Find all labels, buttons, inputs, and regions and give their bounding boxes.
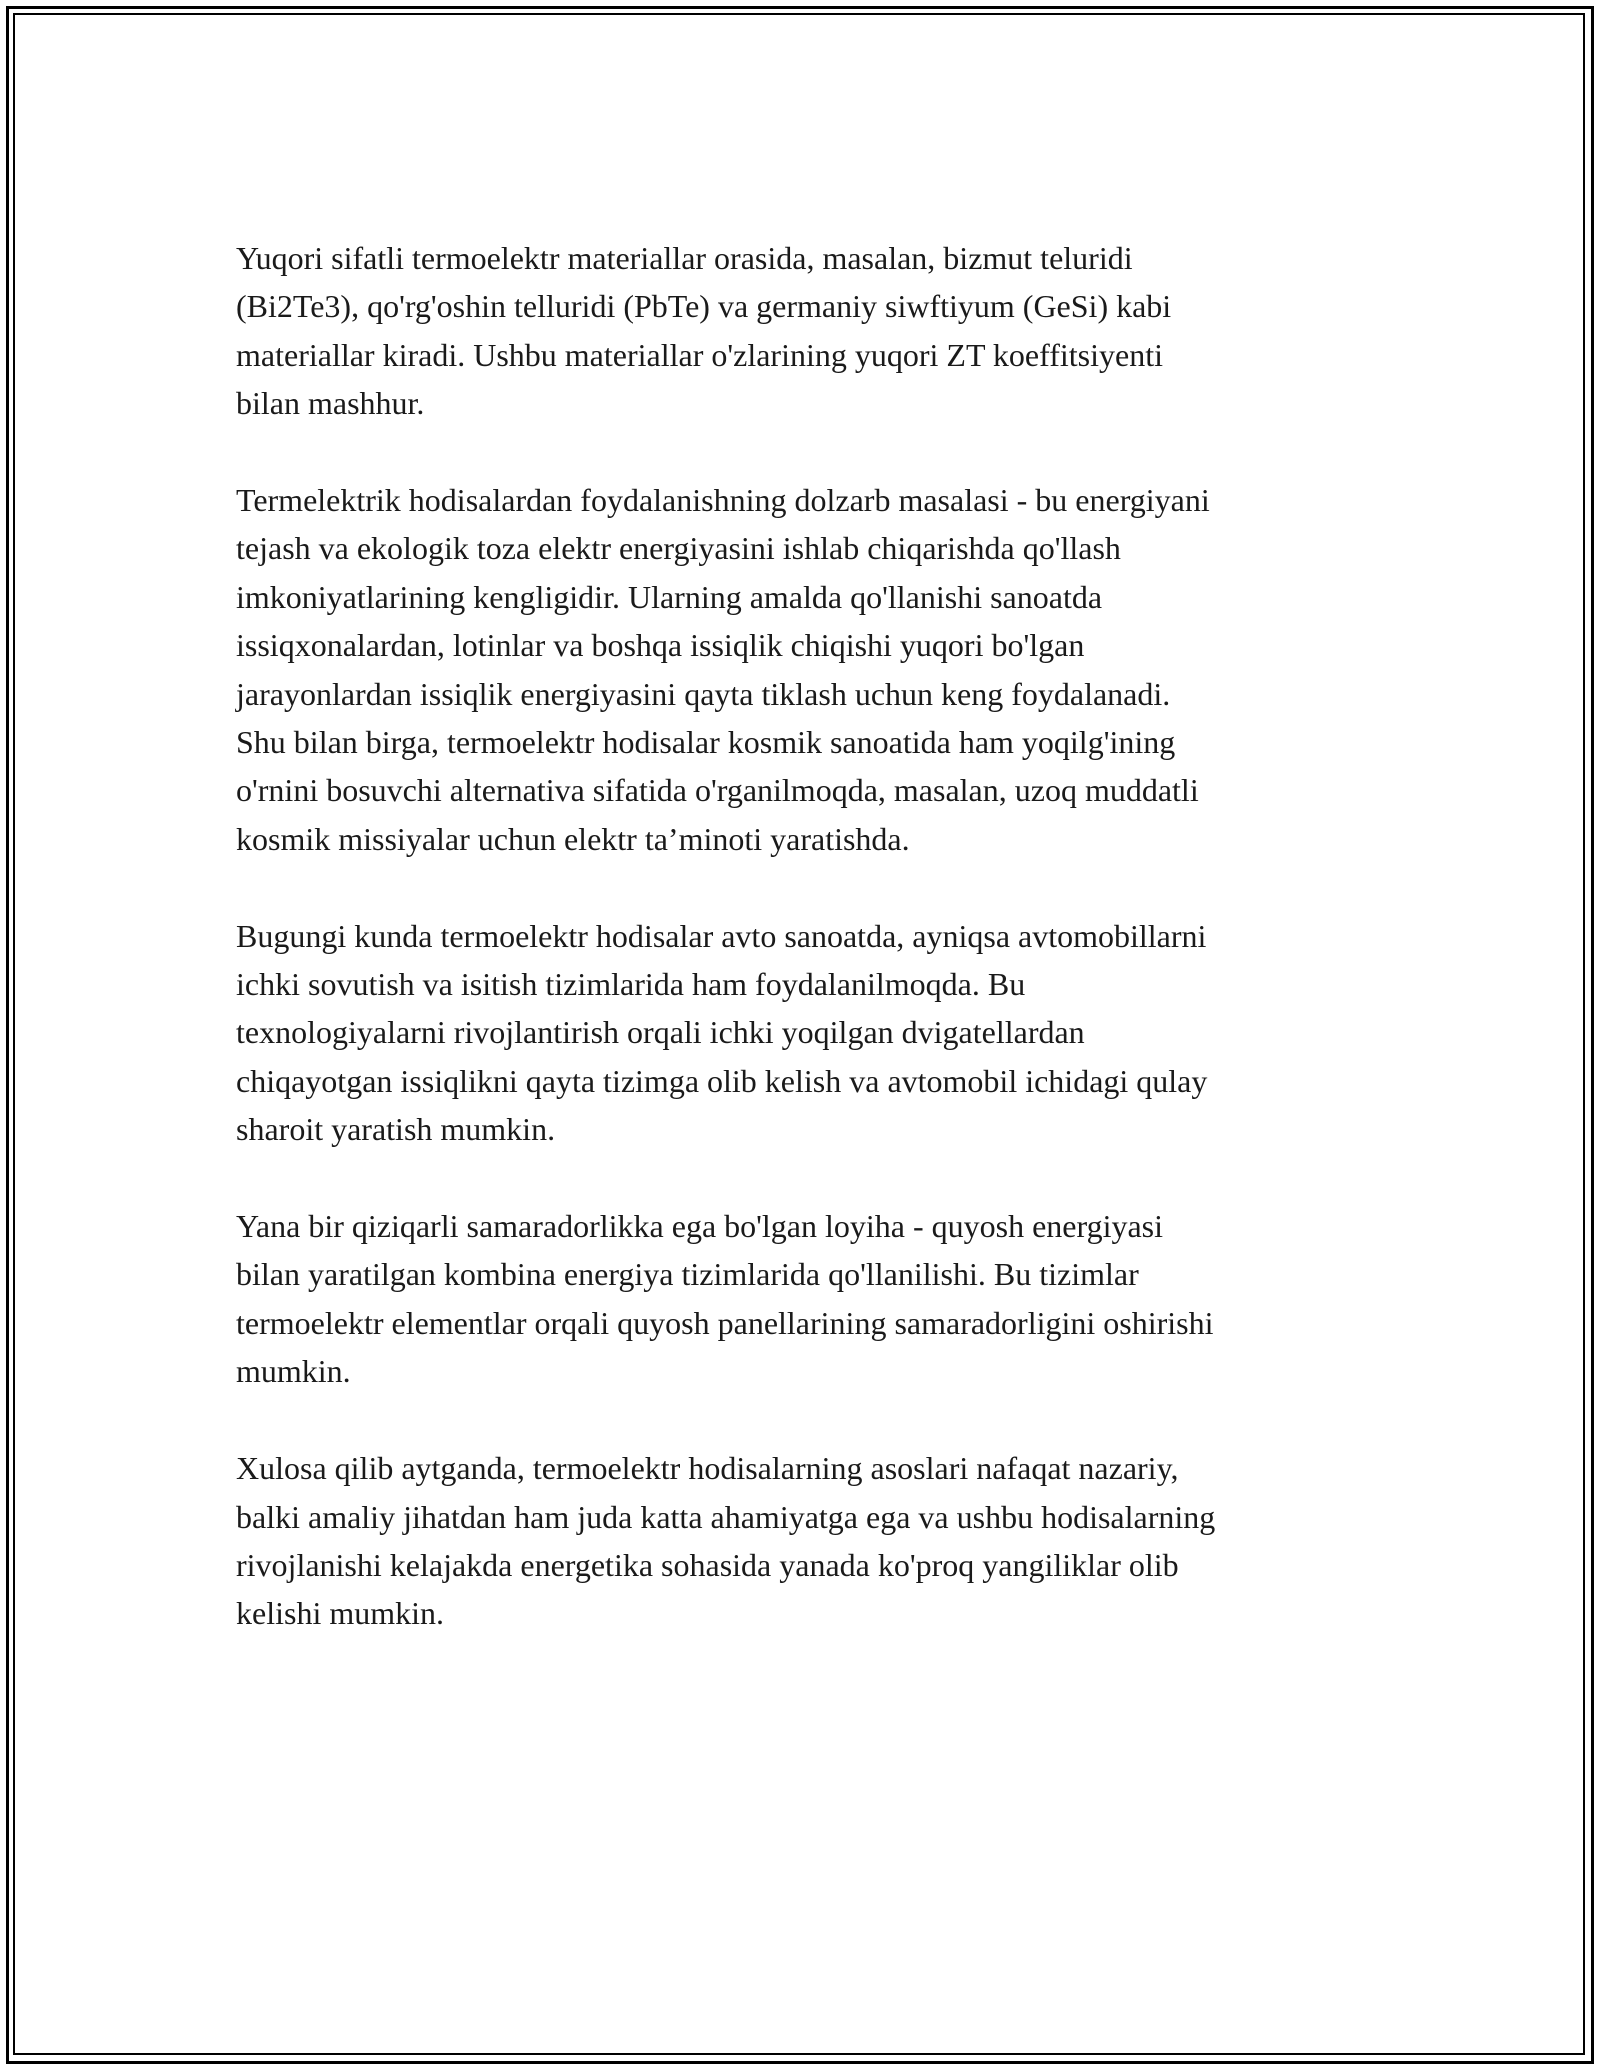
- text-line: (Bi2Te3), qo'rg'oshin telluridi (PbTe) va germaniy siwftiyum (GeSi) kabi: [236, 288, 1172, 325]
- text-line: o'rnini bosuvchi alternativa sifatida o'rganilmoqda, masalan, uzoq muddatli: [236, 772, 1199, 809]
- text-line: issiqxonalardan, lotinlar va boshqa issiqlik chiqishi yuqori bo'lgan: [236, 627, 1085, 664]
- text-line: imkoniyatlarining kengligidir. Ularning amalda qo'llanishi sanoatda: [236, 578, 1103, 615]
- text-line: Xulosa qilib aytganda, termoelektr hodisalarning asoslari nafaqat nazariy,: [236, 1450, 1179, 1487]
- paragraph-1: [236, 234, 1366, 428]
- text-line: texnologiyalarni rivojlantirish orqali ichki yoqilgan dvigatellardan: [236, 1014, 1085, 1051]
- text-line: Yuqori sifatli termoelektr materiallar orasida, masalan, bizmut teluridi: [236, 240, 1133, 276]
- text-line: rivojlanishi kelajakda energetika sohasida yanada ko'proq yangiliklar olib: [236, 1546, 1179, 1583]
- text-line: termoelektr elementlar orqali quyosh panellarining samaradorligini oshirishi: [236, 1304, 1214, 1341]
- text-line: kelishi mumkin.: [236, 1595, 444, 1632]
- text-line: Bugungi kunda termoelektr hodisalar avto sanoatda, ayniqsa avtomobillarni: [236, 917, 1207, 954]
- text-line: balki amaliy jihatdan ham juda katta ahamiyatga ega va ushbu hodisalarning: [236, 1498, 1216, 1535]
- text-line: sharoit yaratish mumkin.: [236, 1111, 556, 1148]
- text-line: Shu bilan birga, termoelektr hodisalar kosmik sanoatida ham yoqilg'ining: [236, 724, 1176, 761]
- paragraph-3: [236, 912, 1366, 1154]
- text-line: ichki sovutish va isitish tizimlarida ham foydalanilmoqda. Bu: [236, 966, 1026, 1003]
- document-body: [236, 234, 1366, 1686]
- text-line: chiqayotgan issiqlikni qayta tizimga olib kelish va avtomobil ichidagi qulay: [236, 1062, 1208, 1099]
- text-line: bilan mashhur.: [236, 385, 425, 422]
- text-line: bilan yaratilgan kombina energiya tizimlarida qo'llanilishi. Bu tizimlar: [236, 1256, 1139, 1293]
- paragraph-5: [236, 1444, 1366, 1638]
- paragraph-4: [236, 1202, 1366, 1396]
- text-line: Termelektrik hodisalardan foydalanishning dolzarb masalasi - bu energiyani: [236, 482, 1210, 519]
- text-line: Yana bir qiziqarli samaradorlikka ega bo'lgan loyiha - quyosh energiyasi: [236, 1208, 1164, 1245]
- text-line: materiallar kiradi. Ushbu materiallar o'zlarining yuqori ZT koeffitsiyenti: [236, 336, 1163, 373]
- text-line: mumkin.: [236, 1353, 351, 1390]
- text-line: jarayonlardan issiqlik energiyasini qayta tiklash uchun keng foydalanadi.: [236, 675, 1171, 712]
- text-line: kosmik missiyalar uchun elektr ta’minoti yaratishda.: [236, 820, 910, 857]
- paragraph-2: [236, 476, 1366, 863]
- text-line: tejash va ekologik toza elektr energiyasini ishlab chiqarishda qo'llash: [236, 530, 1121, 567]
